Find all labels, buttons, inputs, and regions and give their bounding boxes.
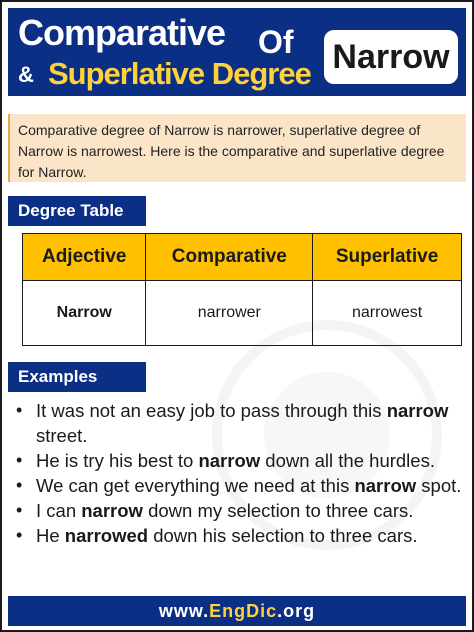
header-adjective: Adjective: [23, 234, 146, 281]
footer-banner: [8, 596, 466, 626]
footer-url-suffix: .org: [277, 600, 316, 621]
degree-table-label: Degree Table: [8, 196, 146, 226]
list-item: [16, 448, 462, 473]
header-banner: [8, 8, 466, 96]
table-header-row: [23, 234, 462, 281]
examples-list: [16, 398, 462, 548]
title-ampersand: &: [18, 62, 34, 87]
intro-text: Comparative degree of Narrow is narrower, superlative degree of Narrow is narrowest. Here is the comparative and superlative degree for Narrow.: [8, 114, 466, 182]
title-superlative-degree: Superlative Degree: [48, 56, 311, 91]
example-keyword: narrow: [198, 450, 261, 471]
example-text: down all the hurdles.: [260, 450, 435, 471]
bullet-icon: •: [16, 450, 23, 470]
example-text: down his selection to three cars.: [148, 525, 418, 546]
example-text: He: [36, 525, 65, 546]
list-item: [16, 523, 462, 548]
example-text: spot.: [416, 475, 462, 496]
bullet-icon: •: [16, 400, 23, 420]
footer-url[interactable]: [159, 601, 315, 622]
example-text: He is try his best to: [36, 450, 199, 471]
bullet-icon: •: [16, 500, 23, 520]
footer-url-prefix: www.: [158, 600, 210, 621]
example-text: street.: [36, 425, 88, 446]
example-text: I can: [36, 500, 82, 521]
header-superlative: Superlative: [313, 234, 462, 281]
header-comparative: Comparative: [146, 234, 313, 281]
cell-comparative: narrower: [146, 281, 313, 346]
list-item: [16, 398, 462, 448]
example-keyword: narrow: [386, 400, 449, 421]
footer-brand: EngDic: [209, 600, 278, 621]
cell-adjective: Narrow: [23, 281, 146, 346]
word-box: [322, 28, 460, 86]
bullet-icon: •: [16, 525, 23, 545]
example-text: We can get everything we need at this: [36, 475, 355, 496]
example-text: down my selection to three cars.: [142, 500, 414, 521]
bullet-icon: •: [16, 475, 23, 495]
example-keyword: narrow: [354, 475, 417, 496]
table-row: [23, 281, 462, 346]
example-keyword: narrowed: [64, 525, 149, 546]
example-keyword: narrow: [81, 500, 143, 521]
degree-table: [22, 233, 462, 346]
examples-label: Examples: [8, 362, 146, 392]
list-item: [16, 473, 462, 498]
example-text: It was not an easy job to pass through this: [36, 400, 387, 421]
title-comparative: Comparative: [18, 12, 226, 53]
cell-superlative: narrowest: [313, 281, 462, 346]
headword: Narrow: [332, 37, 450, 76]
list-item: [16, 498, 462, 523]
title-of: Of: [258, 24, 294, 60]
